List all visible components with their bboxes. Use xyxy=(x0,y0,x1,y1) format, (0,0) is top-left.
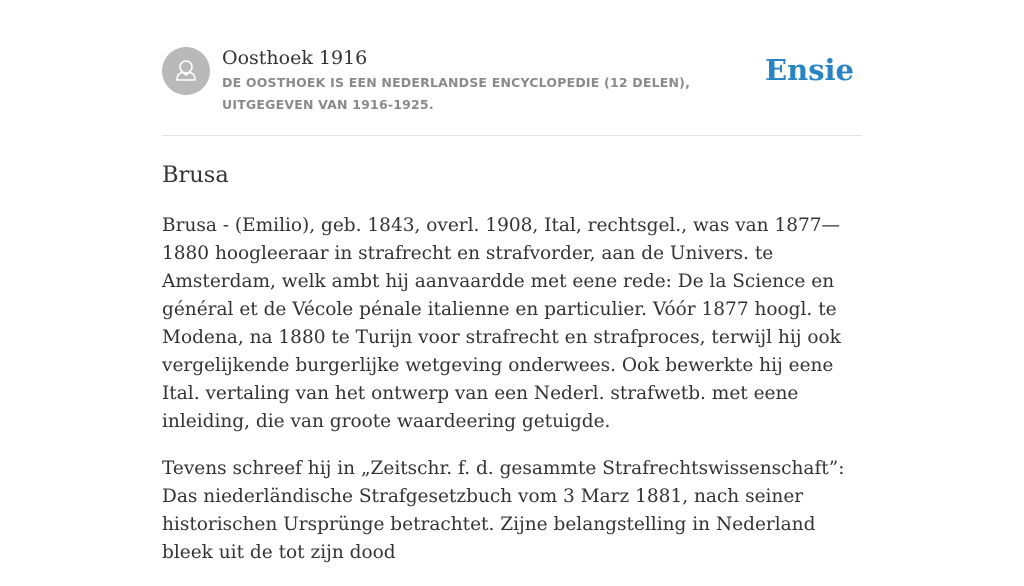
source-title[interactable]: Oosthoek 1916 xyxy=(222,47,368,69)
entry-paragraph: Tevens schreef hij in „Zeitschr. f. d. gesammte Strafrechtswissenschaft”: Das niederländische Strafgesetzbuch vom 3 Marz 1881, nach seiner historischen Ursprünge betrachtet. Zijne belangstelling in Nederland bleek uit de tot zijn dood xyxy=(162,458,845,563)
entry-paragraph: Brusa - (Emilio), geb. 1843, overl. 1908, Ital, rechtsgel., was van 1877—1880 hoogleeraar in strafrecht en strafvorder, aan de Univers. te Amsterdam, welk ambt hij aanvaardde met eene rede: De la Science en général et de Vécole pénale italienne en particulier. Vóór 1877 hoogl. te Modena, na 1880 te Turijn voor strafrecht en strafproces, terwijl hij ook vergelijkende burgerlijke wetgeving onderwees. Ook bewerkte hij eene Ital. vertaling van het ontwerp van een Nederl. strafwetb. met eene inleiding, die van groote waardeering getuigde. xyxy=(162,215,841,432)
brand-logo[interactable]: Ensie xyxy=(765,53,854,87)
user-icon xyxy=(162,47,210,95)
header-divider xyxy=(162,135,862,136)
entry-title: Brusa xyxy=(162,162,229,188)
entry-body xyxy=(162,212,862,586)
source-header xyxy=(162,46,862,116)
avatar[interactable] xyxy=(162,47,210,95)
source-description: DE OOSTHOEK IS EEN NEDERLANDSE ENCYCLOPEDIE (12 DELEN), UITGEGEVEN VAN 1916-1925. xyxy=(222,75,691,112)
